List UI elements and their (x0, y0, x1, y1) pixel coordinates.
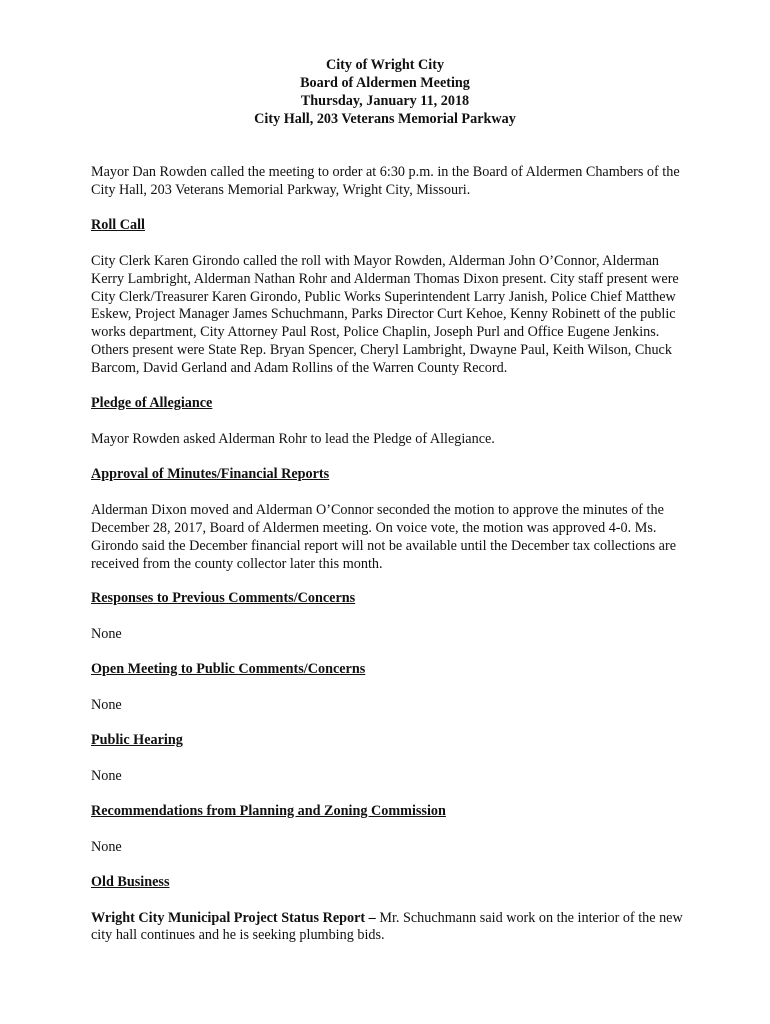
open-meeting-heading: Open Meeting to Public Comments/Concerns (91, 661, 366, 678)
roll-call-paragraph: City Clerk Karen Girondo called the roll with Mayor Rowden, Alderman John O’Connor, Alderman Kerry Lambright, Alderman Nathan Rohr and Alderman Thomas Dixon present. City staff present were City Clerk/Treasurer Karen Girondo, Public Works Superintendent Larry Janish, Police Chief Matthew Eskew, Project Manager James Schuchmann, Parks Director Curt Kehoe, Kenny Robinett of the public works department, City Attorney Paul Rost, Police Chaplin, Joseph Purl and Office Eugene Jenkins. Others present were State Rep. Bryan Spencer, Cheryl Lambright, Dwayne Paul, Keith Wilson, Chuck Barcom, David Gerland and Adam Rollins of the Warren County Record. (91, 252, 679, 377)
responses-paragraph: None (91, 626, 122, 643)
public-hearing-heading: Public Hearing (91, 732, 183, 749)
old-business-heading: Old Business (91, 873, 170, 890)
old-business-item-text: Mr. Schuchmann said work on the interior of the new city hall continues and he is seeking plumbing bids. (91, 909, 683, 944)
document-body (91, 164, 686, 962)
intro-paragraph: Mayor Dan Rowden called the meeting to order at 6:30 p.m. in the Board of Aldermen Chambers of the City Hall, 203 Veterans Memorial Parkway, Wright City, Missouri. (91, 164, 680, 198)
pledge-paragraph: Mayor Rowden asked Alderman Rohr to lead the Pledge of Allegiance. (91, 430, 495, 447)
planning-heading: Recommendations from Planning and Zoning Commission (91, 802, 446, 819)
pledge-heading: Pledge of Allegiance (91, 395, 213, 412)
minutes-paragraph: Alderman Dixon moved and Alderman O’Connor seconded the motion to approve the minutes of the December 28, 2017, Board of Aldermen meeting. On voice vote, the motion was approved 4-0. Ms. Girondo said the December financial report will not be available until the December tax collections are received from the county collector later this month. (91, 501, 677, 572)
public-hearing-paragraph: None (91, 767, 122, 784)
header-meeting-location: City Hall, 203 Veterans Memorial Parkway (254, 111, 516, 127)
responses-heading: Responses to Previous Comments/Concerns (91, 590, 356, 607)
header-city-name: City of Wright City (325, 57, 445, 73)
document-header (0, 56, 770, 128)
old-business-item (91, 910, 686, 946)
planning-paragraph: None (91, 838, 122, 855)
old-business-item-title: Wright City Municipal Project Status Report – (91, 909, 376, 926)
roll-call-heading: Roll Call (91, 216, 145, 233)
header-meeting-date: Thursday, January 11, 2018 (300, 93, 470, 109)
open-meeting-paragraph: None (91, 697, 122, 714)
header-meeting-name: Board of Aldermen Meeting (300, 75, 470, 91)
minutes-heading: Approval of Minutes/Financial Reports (91, 465, 330, 482)
